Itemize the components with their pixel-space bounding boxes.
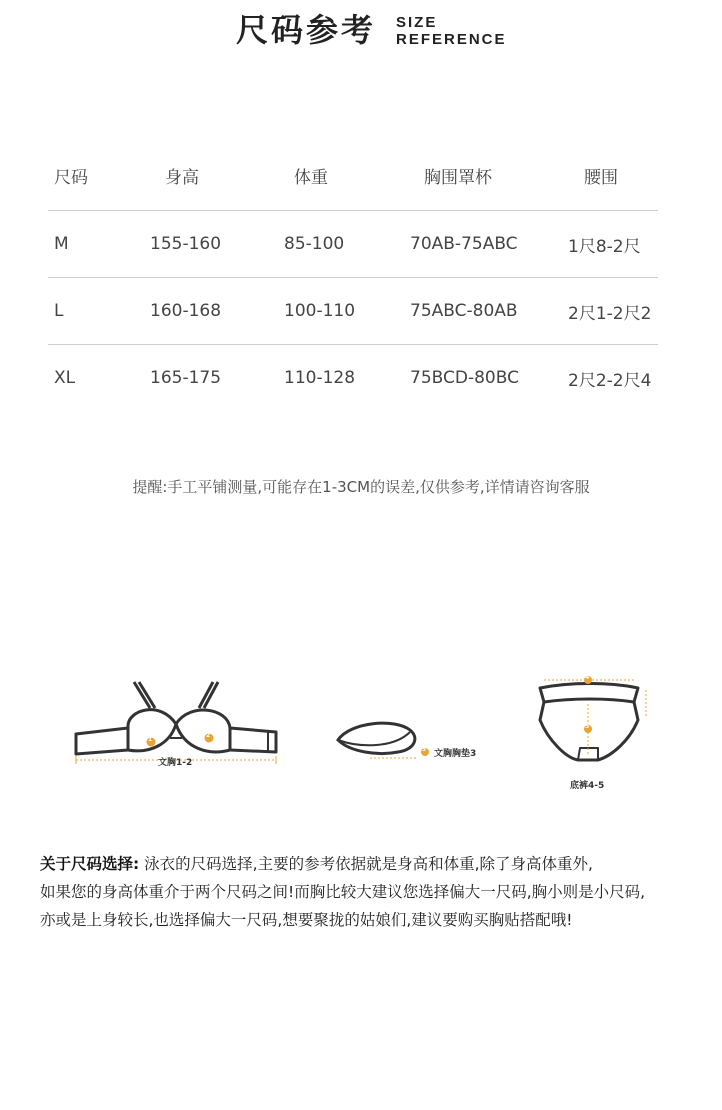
bra-label: 文胸1-2 xyxy=(158,758,193,768)
measurement-note: 提醒:手工平铺测量,可能存在1-3CM的误差,仅供参考,详情请咨询客服 xyxy=(132,478,590,496)
briefs-measurement xyxy=(544,680,646,756)
cell-height: 165-175 xyxy=(150,368,222,388)
marker-4-label: 4 xyxy=(585,674,590,681)
marker-3-label: 3 xyxy=(422,746,427,753)
bra-illustration xyxy=(76,682,276,754)
marker-2-label: 2 xyxy=(206,732,211,739)
title-chinese: 尺码参考 xyxy=(236,11,377,49)
cell-waist: 2尺2-2尺4 xyxy=(568,370,652,391)
diagram-illustration xyxy=(0,660,722,800)
table-header-row xyxy=(48,140,658,211)
cell-weight: 85-100 xyxy=(284,234,345,254)
table-row xyxy=(48,211,658,278)
column-header-size: 尺码 xyxy=(54,167,88,188)
title-english xyxy=(396,14,507,48)
cell-height: 160-168 xyxy=(150,301,222,321)
size-table xyxy=(48,140,658,411)
advice-line-2: 如果您的身高体重介于两个尺码之间!而胸比较大建议您选择偏大一尺码,胸小则是小尺码, xyxy=(40,883,646,901)
page-header xyxy=(0,10,722,50)
cell-bust-cup: 70AB-75ABC xyxy=(410,234,518,254)
measurement-diagram xyxy=(0,660,722,800)
cell-size: L xyxy=(54,301,64,321)
marker-5-label: 5 xyxy=(585,723,590,730)
cell-waist: 1尺8-2尺 xyxy=(568,236,641,257)
cell-size: XL xyxy=(54,368,76,388)
column-header-weight: 体重 xyxy=(294,167,328,188)
pad-illustration xyxy=(338,723,415,753)
cell-bust-cup: 75BCD-80BC xyxy=(410,368,519,388)
briefs-illustration xyxy=(540,684,638,761)
title-english-line2: REFERENCE xyxy=(396,31,507,48)
briefs-label: 底裤4-5 xyxy=(570,781,605,791)
cell-waist: 2尺1-2尺2 xyxy=(568,303,652,324)
cell-weight: 100-110 xyxy=(284,301,356,321)
cell-size: M xyxy=(54,234,69,254)
table-row xyxy=(48,345,658,411)
advice-line-1-text: 泳衣的尺码选择,主要的参考依据就是身高和体重,除了身高体重外, xyxy=(144,855,593,873)
title-english-line1: SIZE xyxy=(396,14,438,31)
advice-line-1 xyxy=(40,850,700,878)
pad-label: 文胸胸垫3 xyxy=(434,749,477,759)
cell-height: 155-160 xyxy=(150,234,222,254)
marker-1-label: 1 xyxy=(148,736,153,743)
cell-bust-cup: 75ABC-80AB xyxy=(410,301,518,321)
column-header-waist: 腰围 xyxy=(584,167,618,188)
column-header-height: 身高 xyxy=(165,167,199,188)
column-header-bust-cup: 胸围罩杯 xyxy=(424,167,492,188)
advice-lead: 关于尺码选择: xyxy=(40,855,140,873)
advice-line-3: 亦或是上身较长,也选择偏大一尺码,想要聚拢的姑娘们,建议要购买胸贴搭配哦! xyxy=(40,911,573,929)
table-row xyxy=(48,278,658,345)
cell-weight: 110-128 xyxy=(284,368,356,388)
size-advice xyxy=(40,850,700,934)
